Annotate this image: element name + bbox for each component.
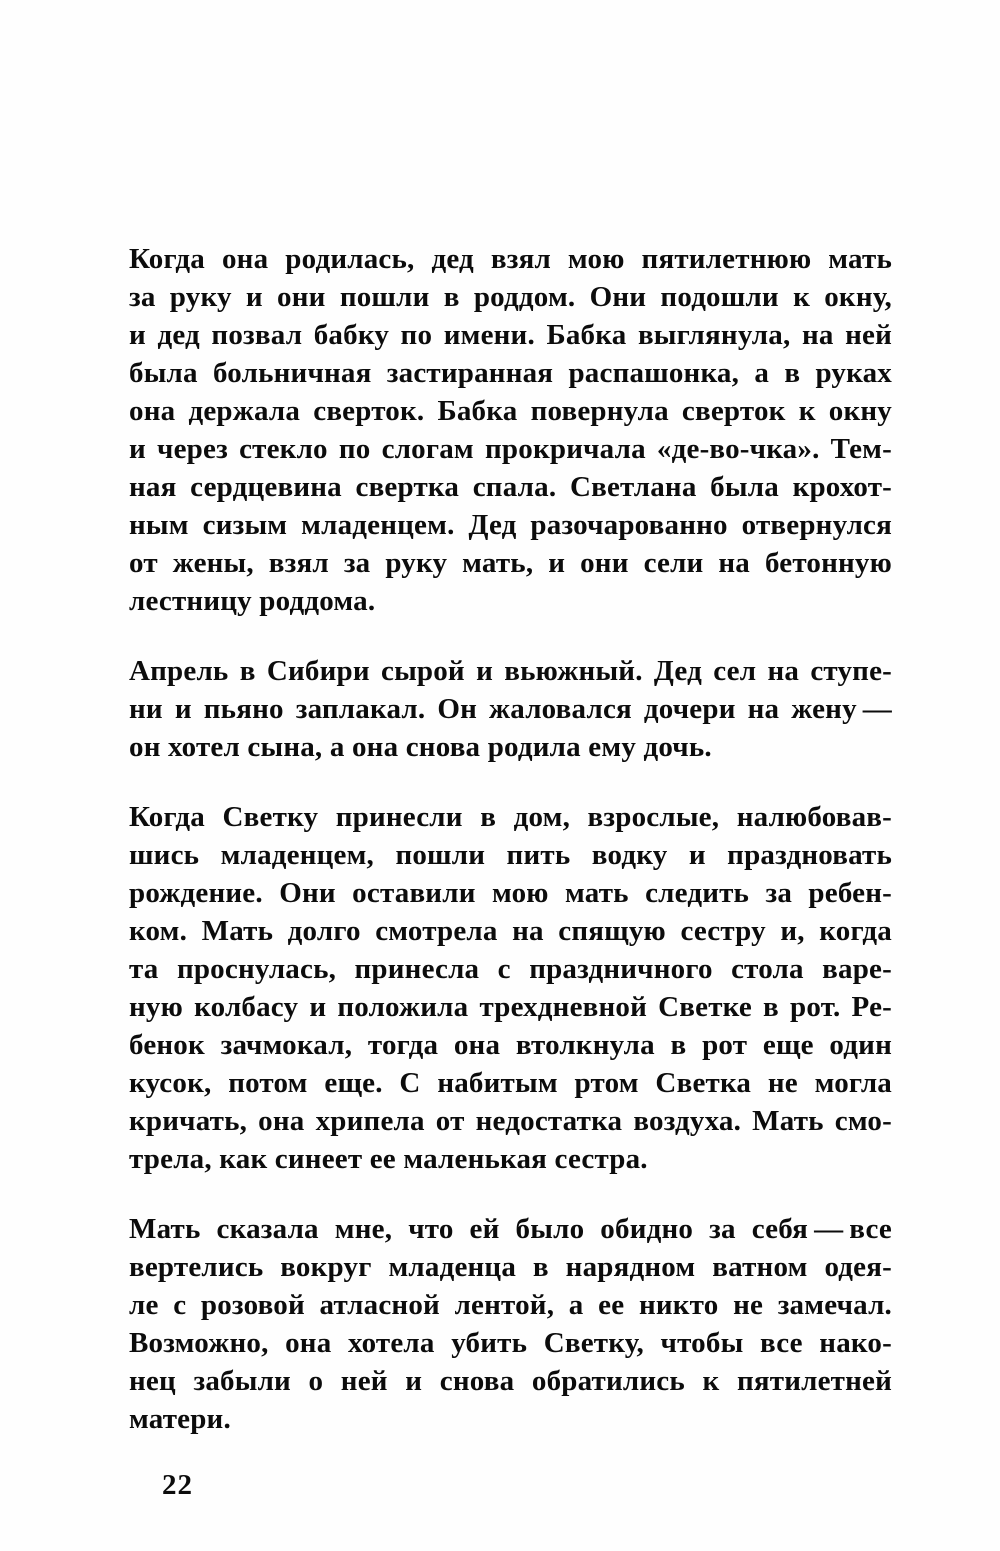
text-line: ная сердцевина свертка спала. Светлана была крохот- xyxy=(129,471,892,503)
text-line: ле с розовой атласной лентой, а ее никто не замечал. xyxy=(129,1289,892,1321)
text-line: ную колбасу и положила трехдневной Светке в рот. Ре- xyxy=(129,991,892,1023)
text-line: лестницу роддома. xyxy=(129,585,376,617)
text-line: она держала сверток. Бабка повернула сверток к окну xyxy=(129,395,892,427)
text-line: кусок, потом еще. С набитым ртом Светка не могла xyxy=(129,1067,892,1099)
text-line: ни и пьяно заплакал. Он жаловался дочери на жену — xyxy=(129,693,892,725)
text-line: трела, как синеет ее маленькая сестра. xyxy=(129,1143,648,1175)
text-line: Мать сказала мне, что ей было обидно за себя — все xyxy=(129,1213,892,1245)
body-text xyxy=(129,240,892,1438)
text-line: та проснулась, принесла с праздничного стола варе- xyxy=(129,953,892,985)
text-line: матери. xyxy=(129,1403,231,1435)
text-line: Апрель в Сибири сырой и вьюжный. Дед сел на ступе- xyxy=(129,655,892,687)
paragraph xyxy=(129,240,892,620)
paragraph xyxy=(129,1210,892,1438)
text-line: он хотел сына, а она снова родила ему дочь. xyxy=(129,731,712,763)
text-line: Когда Светку принесли в дом, взрослые, налюбовав- xyxy=(129,801,892,833)
text-line: ным сизым младенцем. Дед разочарованно отвернулся xyxy=(129,509,892,541)
text-line: была больничная застиранная распашонка, а в руках xyxy=(129,357,892,389)
text-line: кричать, она хрипела от недостатка воздуха. Мать смо- xyxy=(129,1105,892,1137)
paragraph xyxy=(129,652,892,766)
text-line: и дед позвал бабку по имени. Бабка выглянула, на ней xyxy=(129,319,892,351)
text-line: и через стекло по слогам прокричала «де-во-чка». Тем- xyxy=(129,433,892,465)
text-line: за руку и они пошли в роддом. Они подошли к окну, xyxy=(129,281,892,313)
paragraph xyxy=(129,798,892,1178)
text-line: ком. Мать долго смотрела на спящую сестру и, когда xyxy=(129,915,892,947)
text-line: бенок зачмокал, тогда она втолкнула в рот еще один xyxy=(129,1029,892,1061)
text-line: шись младенцем, пошли пить водку и праздновать xyxy=(129,839,892,871)
text-line: от жены, взял за руку мать, и они сели на бетонную xyxy=(129,547,892,579)
text-line: вертелись вокруг младенца в нарядном ватном одея- xyxy=(129,1251,892,1283)
page-number: 22 xyxy=(162,1469,193,1501)
text-line: нец забыли о ней и снова обратились к пятилетней xyxy=(129,1365,892,1397)
text-line: Когда она родилась, дед взял мою пятилетнюю мать xyxy=(129,243,892,275)
text-line: Возможно, она хотела убить Светку, чтобы все нако- xyxy=(129,1327,892,1359)
text-line: рождение. Они оставили мою мать следить за ребен- xyxy=(129,877,892,909)
